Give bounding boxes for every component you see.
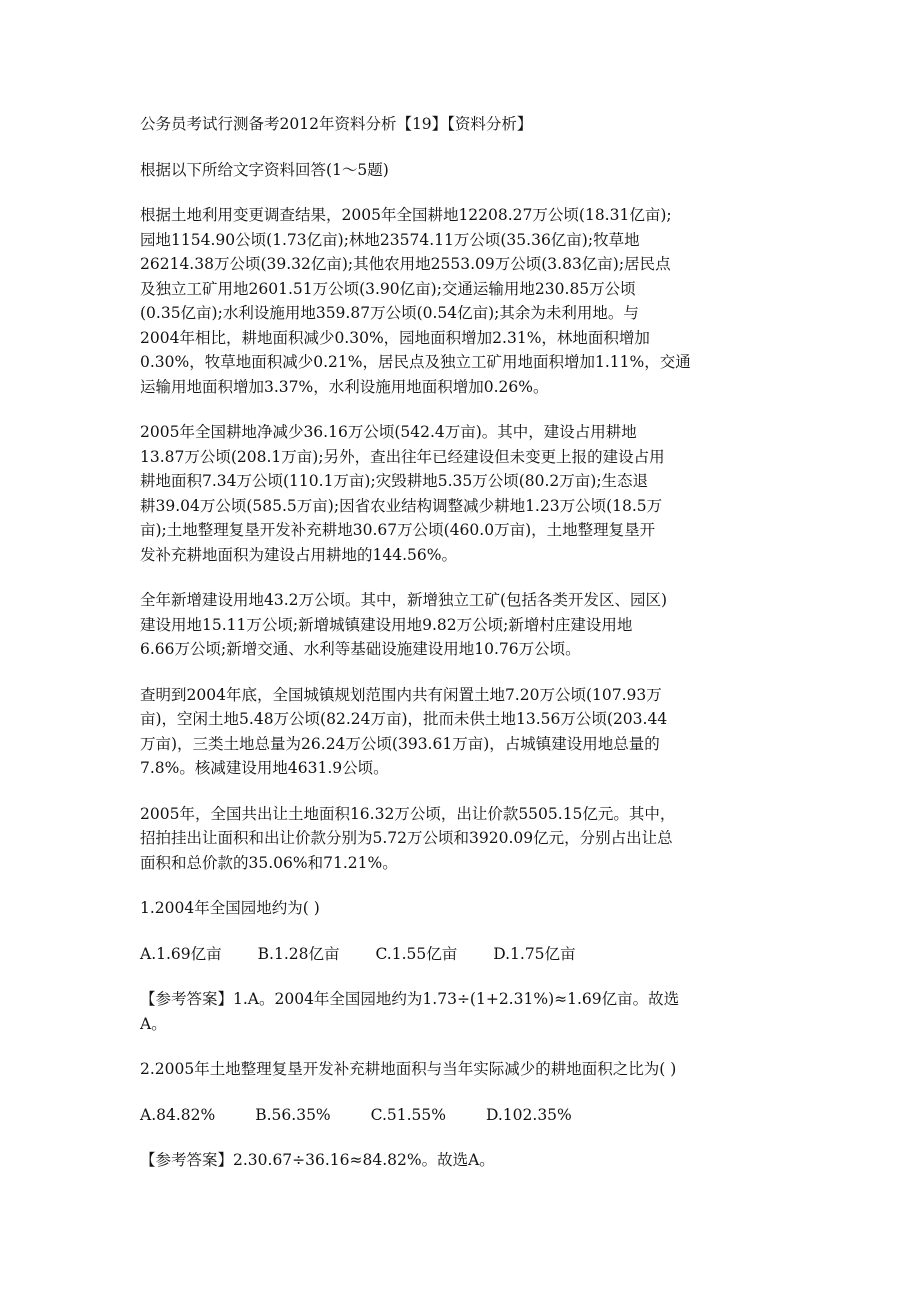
intro-line: 根据以下所给文字资料回答(1～5题) bbox=[140, 160, 389, 179]
paragraph-line: 及独立工矿用地2601.51万公顷(3.90亿亩);交通运输用地230.85万公顷 bbox=[140, 279, 636, 298]
reference-answer bbox=[140, 987, 800, 1036]
paragraph-line: 耕地面积7.34万公顷(110.1万亩);灾毁耕地5.35万公顷(80.2万亩);生态退 bbox=[140, 472, 649, 490]
body-paragraph bbox=[140, 420, 800, 567]
question-stem-text: 1.2004年全国园地约为( ) bbox=[140, 899, 320, 917]
answer-line: 【参考答案】2.30.67÷36.16≈84.82%。故选A。 bbox=[140, 1151, 495, 1169]
option-d: D.1.75亿亩 bbox=[493, 944, 576, 963]
answer-line: 【参考答案】1.A。2004年全国园地约为1.73÷(1+2.31%)≈1.69亿亩。故选 bbox=[140, 990, 680, 1008]
paragraphs bbox=[140, 203, 800, 875]
paragraph-line: 2005年全国耕地净减少36.16万公顷(542.4万亩)。其中，建设占用耕地 bbox=[140, 423, 637, 441]
paragraph-line: 万亩)，三类土地总量为26.24万公顷(393.61万亩)，占城镇建设用地总量的 bbox=[140, 734, 660, 753]
paragraph-line: 0.30%，牧草地面积减少0.21%，居民点及独立工矿用地面积增加1.11%，交通 bbox=[140, 353, 691, 371]
paragraph-line: 运输用地面积增加3.37%，水利设施用地面积增加0.26%。 bbox=[140, 377, 549, 396]
option-c: C.51.55% bbox=[370, 1105, 446, 1124]
body-paragraph bbox=[140, 588, 800, 662]
option-d: D.102.35% bbox=[486, 1105, 572, 1124]
paragraph-line: 2004年相比，耕地面积减少0.30%，园地面积增加2.31%，林地面积增加 bbox=[140, 328, 650, 347]
paragraph-line: 13.87万公顷(208.1万亩);另外，查出往年已经建设但未变更上报的建设占用 bbox=[140, 447, 665, 466]
paragraph-line: 园地1154.90公顷(1.73亿亩);林地23574.11万公顷(35.36亿亩);牧草地 bbox=[140, 230, 640, 249]
option-a: A.84.82% bbox=[140, 1105, 216, 1124]
paragraph-line: 6.66万公顷;新增交通、水利等基础设施建设用地10.76万公顷。 bbox=[140, 640, 581, 658]
paragraph-line: 发补充耕地面积为建设占用耕地的144.56%。 bbox=[140, 545, 457, 564]
intro-text bbox=[140, 158, 800, 183]
paragraph-line: 查明到2004年底，全国城镇规划范围内共有闲置土地7.20万公顷(107.93万 bbox=[140, 685, 662, 704]
body-paragraph bbox=[140, 802, 800, 876]
paragraph-line: 面积和总价款的35.06%和71.21%。 bbox=[140, 853, 398, 872]
paragraph-line: 26214.38万公顷(39.32亿亩);其他农用地2553.09万公顷(3.83亿亩);居民点 bbox=[140, 255, 671, 273]
paragraph-line: 2005年，全国共出让土地面积16.32万公顷，出让价款5505.15亿元。其中， bbox=[140, 804, 676, 823]
paragraph-line: 招拍挂出让面积和出让价款分别为5.72万公顷和3920.09亿元，分别占出让总 bbox=[140, 829, 673, 847]
reference-answer bbox=[140, 1148, 800, 1173]
question-stem bbox=[140, 1057, 800, 1082]
paragraph-line: (0.35亿亩);水利设施用地359.87万公顷(0.54亿亩);其余为未利用地。与 bbox=[140, 304, 639, 322]
question-options bbox=[140, 942, 800, 967]
answer-line: A。 bbox=[140, 1014, 167, 1033]
option-a: A.1.69亿亩 bbox=[140, 944, 222, 963]
option-b: B.56.35% bbox=[255, 1105, 331, 1124]
paragraph-line: 7.8%。核减建设用地4631.9公顷。 bbox=[140, 759, 389, 777]
question-stem-text: 2.2005年土地整理复垦开发补充耕地面积与当年实际减少的耕地面积之比为( ) bbox=[140, 1060, 677, 1078]
option-b: B.1.28亿亩 bbox=[257, 944, 340, 963]
body-paragraph bbox=[140, 683, 800, 781]
option-c: C.1.55亿亩 bbox=[375, 944, 458, 963]
document-page bbox=[140, 112, 800, 1194]
question-stem bbox=[140, 896, 800, 921]
question-options bbox=[140, 1103, 800, 1128]
title-line: 公务员考试行测备考2012年资料分析【19】【资料分析】 bbox=[140, 115, 533, 133]
body-paragraph bbox=[140, 203, 800, 399]
paragraph-line: 耕39.04万公顷(585.5万亩);因省农业结构调整减少耕地1.23万公顷(18.5万 bbox=[140, 496, 663, 515]
paragraph-line: 根据土地利用变更调查结果，2005年全国耕地12208.27万公顷(18.31亿亩); bbox=[140, 206, 672, 224]
paragraph-line: 建设用地15.11万公顷;新增城镇建设用地9.82万公顷;新增村庄建设用地 bbox=[140, 615, 633, 634]
questions bbox=[140, 896, 800, 1173]
paragraph-line: 亩)，空闲土地5.48万公顷(82.24万亩)，批而未供土地13.56万公顷(203.44 bbox=[140, 710, 668, 728]
paragraph-line: 亩);土地整理复垦开发补充耕地30.67万公顷(460.0万亩)，土地整理复垦开 bbox=[140, 521, 656, 539]
document-title bbox=[140, 112, 800, 137]
paragraph-line: 全年新增建设用地43.2万公顷。其中，新增独立工矿(包括各类开发区、园区) bbox=[140, 591, 668, 609]
